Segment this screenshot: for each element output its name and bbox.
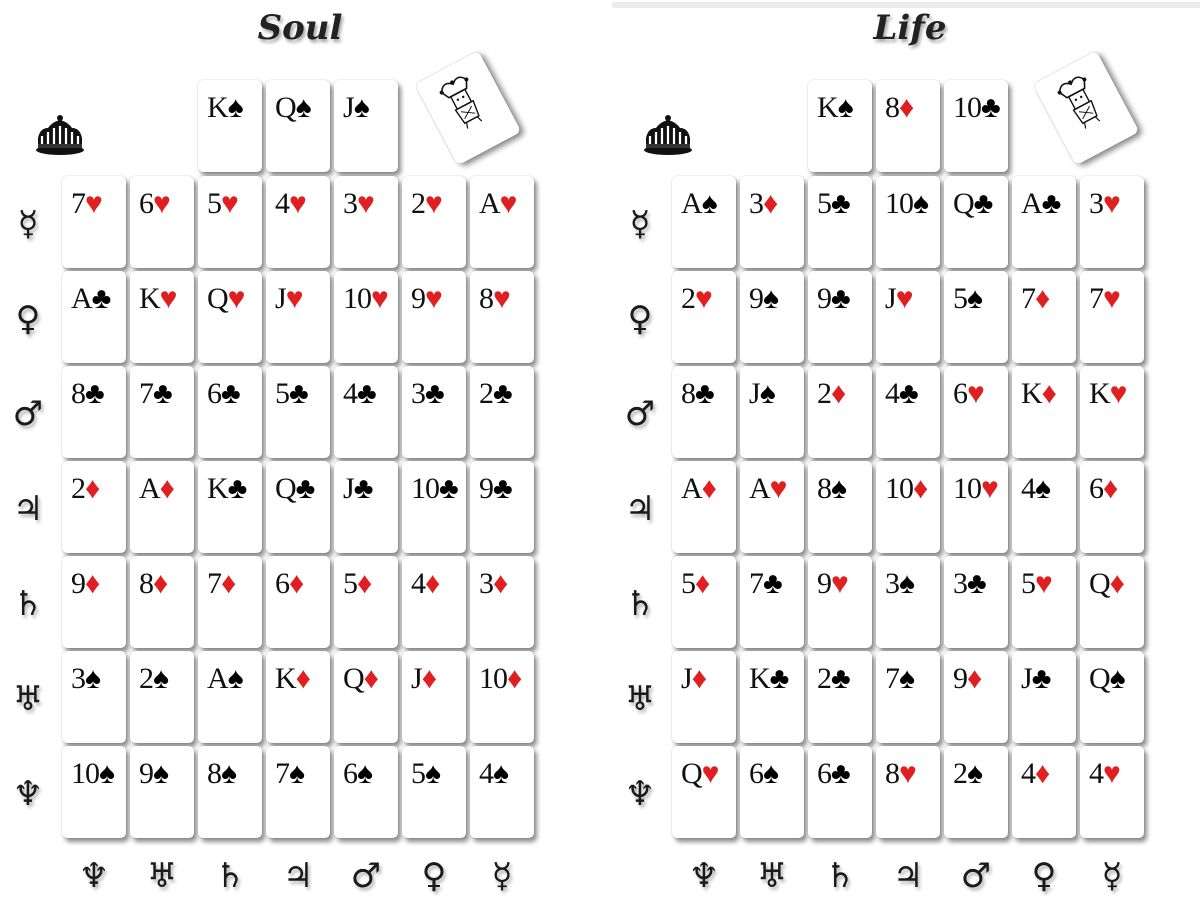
grid-card: 7♥: [62, 176, 126, 268]
top-card: K♠: [808, 80, 872, 172]
grid-card: 8♦: [130, 556, 194, 648]
grid-card: K♣: [740, 651, 804, 743]
grid-card: 9♣: [808, 271, 872, 363]
grid-card: 4♠: [1012, 461, 1076, 553]
grid-card: J♦: [402, 651, 466, 743]
grid-card: Q♣: [266, 461, 330, 553]
grid-card: J♦: [672, 651, 736, 743]
grid-card: 6♣: [808, 746, 872, 838]
grid-card: Q♣: [944, 176, 1008, 268]
grid-card: Q♠: [1080, 651, 1144, 743]
grid-card: 7♦: [198, 556, 262, 648]
grid-card: 10♠: [62, 746, 126, 838]
grid-card: 10♦: [876, 461, 940, 553]
grid-card: 2♥: [402, 176, 466, 268]
grid-card: 5♠: [402, 746, 466, 838]
grid-card: 9♥: [808, 556, 872, 648]
top-card: Q♠: [266, 80, 330, 172]
column-planet-symbol: ♄: [214, 856, 246, 896]
grid-card: 8♣: [62, 366, 126, 458]
row-planet-symbol: ☿: [17, 204, 39, 244]
grid-card: 8♠: [808, 461, 872, 553]
grid-card: A♠: [198, 651, 262, 743]
grid-card: 5♦: [334, 556, 398, 648]
grid-card: A♦: [130, 461, 194, 553]
grid-card: K♥: [1080, 366, 1144, 458]
crown-icon: [34, 114, 86, 154]
grid-card: 5♥: [1012, 556, 1076, 648]
grid-card: A♣: [1012, 176, 1076, 268]
grid-card: 7♣: [130, 366, 194, 458]
row-planet-symbol: ♂: [12, 394, 44, 434]
grid-card: 7♠: [266, 746, 330, 838]
grid-card: A♥: [740, 461, 804, 553]
column-planet-symbol: ♂: [960, 856, 992, 896]
grid-card: 3♠: [876, 556, 940, 648]
life-panel: [610, 0, 1200, 906]
grid-card: 10♦: [470, 651, 534, 743]
column-planet-symbol: ♀: [1031, 856, 1057, 896]
grid-card: 2♠: [944, 746, 1008, 838]
column-planet-symbol: ☿: [1101, 856, 1123, 896]
grid-card: 4♠: [470, 746, 534, 838]
grid-card: 4♦: [402, 556, 466, 648]
grid-card: 2♠: [130, 651, 194, 743]
grid-card: 9♦: [944, 651, 1008, 743]
grid-card: 5♦: [672, 556, 736, 648]
grid-card: 3♥: [1080, 176, 1144, 268]
grid-card: 3♥: [334, 176, 398, 268]
grid-card: A♦: [672, 461, 736, 553]
row-planet-symbol: ☿: [629, 204, 651, 244]
grid-card: Q♥: [198, 271, 262, 363]
grid-card: 7♠: [876, 651, 940, 743]
grid-card: 2♥: [672, 271, 736, 363]
column-planet-symbol: ♅: [756, 856, 788, 896]
grid-card: J♣: [334, 461, 398, 553]
grid-card: A♣: [62, 271, 126, 363]
grid-card: 9♠: [130, 746, 194, 838]
column-planet-symbol: ♃: [892, 856, 924, 896]
row-planet-symbol: ♆: [12, 774, 44, 814]
grid-card: J♥: [266, 271, 330, 363]
grid-card: 4♣: [334, 366, 398, 458]
grid-card: 8♥: [470, 271, 534, 363]
grid-card: 2♣: [808, 651, 872, 743]
grid-card: 7♥: [1080, 271, 1144, 363]
column-planet-symbol: ♀: [421, 856, 447, 896]
column-planet-symbol: ♅: [146, 856, 178, 896]
grid-card: 8♥: [876, 746, 940, 838]
grid-card: 6♦: [266, 556, 330, 648]
grid-card: 5♣: [266, 366, 330, 458]
grid-card: 9♥: [402, 271, 466, 363]
row-planet-symbol: ♅: [624, 679, 656, 719]
grid-card: 2♦: [62, 461, 126, 553]
grid-card: 10♥: [944, 461, 1008, 553]
row-planet-symbol: ♄: [624, 584, 656, 624]
row-planet-symbol: ♃: [624, 489, 656, 529]
grid-card: K♦: [1012, 366, 1076, 458]
grid-card: 4♥: [1080, 746, 1144, 838]
grid-card: J♣: [1012, 651, 1076, 743]
column-planet-symbol: ♆: [688, 856, 720, 896]
grid-card: 2♦: [808, 366, 872, 458]
grid-card: 7♣: [740, 556, 804, 648]
grid-card: 8♣: [672, 366, 736, 458]
grid-card: 9♦: [62, 556, 126, 648]
grid-card: K♥: [130, 271, 194, 363]
row-planet-symbol: ♀: [627, 299, 653, 339]
grid-card: 3♣: [402, 366, 466, 458]
joker-card-icon: [415, 50, 522, 165]
grid-card: A♠: [672, 176, 736, 268]
grid-card: 10♥: [334, 271, 398, 363]
panel-title: Life: [873, 8, 947, 48]
grid-card: 9♠: [740, 271, 804, 363]
panel-title: Soul: [257, 8, 343, 48]
grid-card: 3♠: [62, 651, 126, 743]
grid-card: 5♥: [198, 176, 262, 268]
column-planet-symbol: ♄: [824, 856, 856, 896]
column-planet-symbol: ♆: [78, 856, 110, 896]
row-planet-symbol: ♅: [12, 679, 44, 719]
column-planet-symbol: ♂: [350, 856, 382, 896]
column-planet-symbol: ☿: [491, 856, 513, 896]
grid-card: J♠: [740, 366, 804, 458]
grid-card: 4♦: [1012, 746, 1076, 838]
grid-card: Q♥: [672, 746, 736, 838]
grid-card: K♦: [266, 651, 330, 743]
row-planet-symbol: ♂: [624, 394, 656, 434]
column-planet-symbol: ♃: [282, 856, 314, 896]
grid-card: 8♠: [198, 746, 262, 838]
grid-card: 6♠: [334, 746, 398, 838]
grid-card: 6♦: [1080, 461, 1144, 553]
grid-card: 3♦: [470, 556, 534, 648]
grid-card: 6♠: [740, 746, 804, 838]
row-planet-symbol: ♆: [624, 774, 656, 814]
grid-card: 6♥: [130, 176, 194, 268]
grid-card: 3♦: [740, 176, 804, 268]
grid-card: K♣: [198, 461, 262, 553]
grid-card: 2♣: [470, 366, 534, 458]
grid-card: 7♦: [1012, 271, 1076, 363]
row-planet-symbol: ♀: [15, 299, 41, 339]
row-planet-symbol: ♄: [12, 584, 44, 624]
grid-card: 5♣: [808, 176, 872, 268]
top-card: J♠: [334, 80, 398, 172]
grid-card: A♥: [470, 176, 534, 268]
grid-card: 4♣: [876, 366, 940, 458]
grid-card: 5♠: [944, 271, 1008, 363]
grid-card: Q♦: [334, 651, 398, 743]
grid-card: J♥: [876, 271, 940, 363]
row-planet-symbol: ♃: [12, 489, 44, 529]
grid-card: 10♣: [402, 461, 466, 553]
grid-card: 10♠: [876, 176, 940, 268]
top-card: K♠: [198, 80, 262, 172]
grid-card: 3♣: [944, 556, 1008, 648]
grid-card: 6♣: [198, 366, 262, 458]
grid-card: 4♥: [266, 176, 330, 268]
top-card: 10♣: [944, 80, 1008, 172]
grid-card: 9♣: [470, 461, 534, 553]
joker-card-icon: [1033, 50, 1140, 165]
top-card: 8♦: [876, 80, 940, 172]
grid-card: Q♦: [1080, 556, 1144, 648]
grid-card: 6♥: [944, 366, 1008, 458]
crown-icon: [642, 114, 694, 154]
